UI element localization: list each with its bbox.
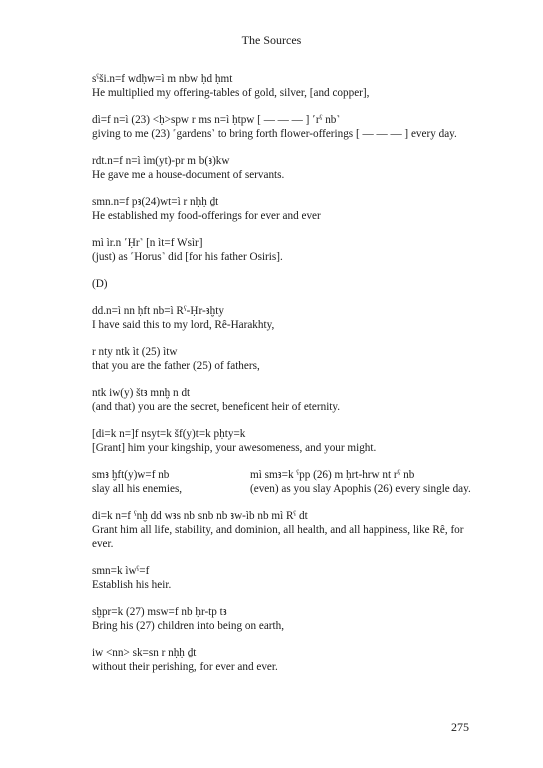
column-right: (even) as you slay Apophis (26) every single day.: [250, 483, 471, 495]
text-block: [92, 72, 472, 100]
transliteration-line: r nty ntk ìt (25) ìtw: [92, 346, 178, 358]
column-right: mì smꜣ=k ˁpp (26) m ḥrt-hrw nt rˁ nb: [250, 469, 415, 481]
transliteration-line: sˁši.n=f wdḥw=ì m nbw ḥd ḥmt: [92, 73, 233, 85]
transliteration-line: dd.n=ì nn ḥft nb=ì Rˁ-Ḥr-ꜣḫty: [92, 305, 224, 317]
column-left: slay all his enemies,: [92, 483, 183, 495]
translation-line: [Grant] him your kingship, your awesomeness, and your might.: [92, 442, 377, 454]
section-label: (D): [92, 278, 108, 290]
text-block: [92, 195, 472, 223]
transliteration-line: rdt.n=f n=ì ìm(yt)-pr m b(ꜣ)kw: [92, 155, 230, 167]
translation-line: He established my food-offerings for ever and ever: [92, 210, 321, 222]
transliteration-line: mì ìr.n ˹Ḥr˺ [n ìt=f Wsìr]: [92, 237, 203, 249]
translation-line: I have said this to my lord, Rê-Harakhty,: [92, 319, 275, 331]
translation-line: Bring his (27) children into being on earth,: [92, 620, 285, 632]
translation-line: He multiplied my offering-tables of gold, silver, [and copper],: [92, 87, 370, 99]
text-block: [92, 605, 472, 633]
translation-line: without their perishing, for ever and ever.: [92, 661, 278, 673]
translation-line: Grant him all life, stability, and dominion, all health, and all happiness, like Rê, for ever.: [92, 524, 464, 550]
text-block: [92, 509, 472, 551]
page-number: 275: [451, 720, 469, 734]
translation-line: (just) as ˹Horus˺ did [for his father Osiris].: [92, 251, 283, 263]
text-block: [92, 564, 472, 592]
text-body: [92, 72, 472, 687]
transliteration-line: di=k n=f ˁnḫ dd wꜣs nb snb nb ꜣw-ìb nb mì Rˁ dt: [92, 510, 308, 522]
transliteration-line: ntk iw(y) štꜣ mnḫ n dt: [92, 387, 191, 399]
text-block: [92, 113, 472, 141]
text-block: [92, 646, 472, 674]
transliteration-line: [di=k n=]f nsyt=k šf(y)t=k pḥty=k: [92, 428, 246, 440]
text-block: [92, 427, 472, 455]
translation-line: giving to me (23) ˹gardens˺ to bring forth flower-offerings [ — — — ] every day.: [92, 128, 457, 140]
text-block: [92, 154, 472, 182]
translation-line: that you are the father (25) of fathers,: [92, 360, 260, 372]
transliteration-line: dì=f n=ì (23) <ḥ>spw r ms n=ì ḥtpw [ — — — ] ˹rˁ nb˺: [92, 114, 341, 126]
translation-line: (and that) you are the secret, beneficent heir of eternity.: [92, 401, 341, 413]
text-block: [92, 386, 472, 414]
transliteration-line: smn=k ìwˁ=f: [92, 565, 150, 577]
transliteration-line: [92, 468, 472, 482]
running-head: The Sources: [241, 33, 302, 47]
transliteration-line: sḫpr=k (27) msw=f nb ḥr-tp tꜣ: [92, 606, 227, 618]
transliteration-line: iw <nn> sk=sn r nḥḥ ḏt: [92, 647, 197, 659]
two-column-block: [92, 468, 472, 496]
translation-line: Establish his heir.: [92, 579, 172, 591]
transliteration-line: smn.n=f pꜣ(24)wt=ì r nḥḥ ḏt: [92, 196, 219, 208]
translation-line: He gave me a house-document of servants.: [92, 169, 285, 181]
column-left: smꜣ ḫft(y)w=f nb: [92, 469, 170, 481]
text-block: [92, 304, 472, 332]
section-marker: [92, 277, 472, 291]
text-block: [92, 236, 472, 264]
translation-line: [92, 482, 472, 496]
text-block: [92, 345, 472, 373]
